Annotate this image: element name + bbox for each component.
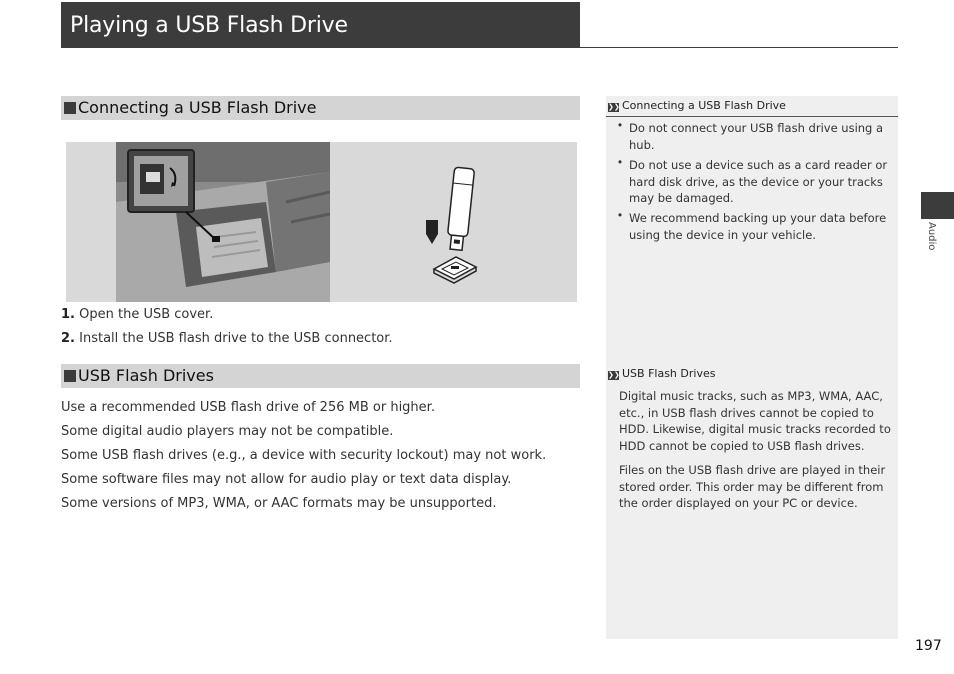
drives-line-4: Some software files may not allow for audio play or text data display. bbox=[61, 472, 512, 487]
side-rule bbox=[606, 116, 898, 117]
side-bullet-2: Do not use a device such as a card reader or hard disk drive, as the device or your tracks may be damaged. bbox=[629, 158, 888, 205]
side-bullet-3: We recommend backing up your data before using the device in your vehicle. bbox=[629, 211, 887, 242]
side-para-2: Files on the USB flash drive are played in their stored order. This order may be different from the order displayed on your PC or device. bbox=[619, 463, 886, 510]
side-heading-usb-flash-drives: ❯❯ USB Flash Drives bbox=[608, 367, 716, 380]
drives-line-1: Use a recommended USB flash drive of 256 MB or higher. bbox=[61, 400, 435, 415]
drives-line-5: Some versions of MP3, WMA, or AAC formats may be unsupported. bbox=[61, 496, 497, 511]
title-rule bbox=[580, 47, 898, 48]
bullet-icon: • bbox=[618, 157, 623, 169]
side-para-1: Digital music tracks, such as MP3, WMA, AAC, etc., in USB flash drives cannot be copied to HDD. Likewise, digital music tracks recorded to HDD cannot be copied to USB flash drives. bbox=[619, 389, 891, 453]
section-heading-usb-flash-drives: USB Flash Drives bbox=[61, 364, 580, 388]
square-icon bbox=[64, 102, 76, 114]
bullet-icon: • bbox=[618, 120, 623, 132]
console-photo bbox=[116, 142, 330, 302]
usb-drive-illustration bbox=[426, 162, 486, 287]
double-arrow-icon: ❯❯ bbox=[608, 371, 620, 379]
step-2: 2. Install the USB flash drive to the USB connector. bbox=[61, 331, 393, 346]
bullet-icon: • bbox=[618, 210, 623, 222]
drives-line-3: Some USB flash drives (e.g., a device with security lockout) may not work. bbox=[61, 448, 547, 463]
section-heading-connecting: Connecting a USB Flash Drive bbox=[61, 96, 580, 120]
chapter-tab-label: Audio bbox=[926, 222, 937, 251]
drives-line-2: Some digital audio players may not be compatible. bbox=[61, 424, 394, 439]
side-heading-connecting: ❯❯ Connecting a USB Flash Drive bbox=[608, 99, 786, 112]
usb-figure bbox=[66, 142, 577, 302]
page-title: Playing a USB Flash Drive bbox=[70, 13, 348, 38]
page-number: 197 bbox=[915, 638, 942, 654]
double-arrow-icon: ❯❯ bbox=[608, 103, 620, 111]
chapter-tab bbox=[921, 192, 954, 219]
side-bullet-1: Do not connect your USB flash drive using a hub. bbox=[629, 121, 884, 152]
page-title-bar bbox=[61, 2, 580, 48]
step-1: 1. Open the USB cover. bbox=[61, 307, 214, 322]
square-icon bbox=[64, 370, 76, 382]
